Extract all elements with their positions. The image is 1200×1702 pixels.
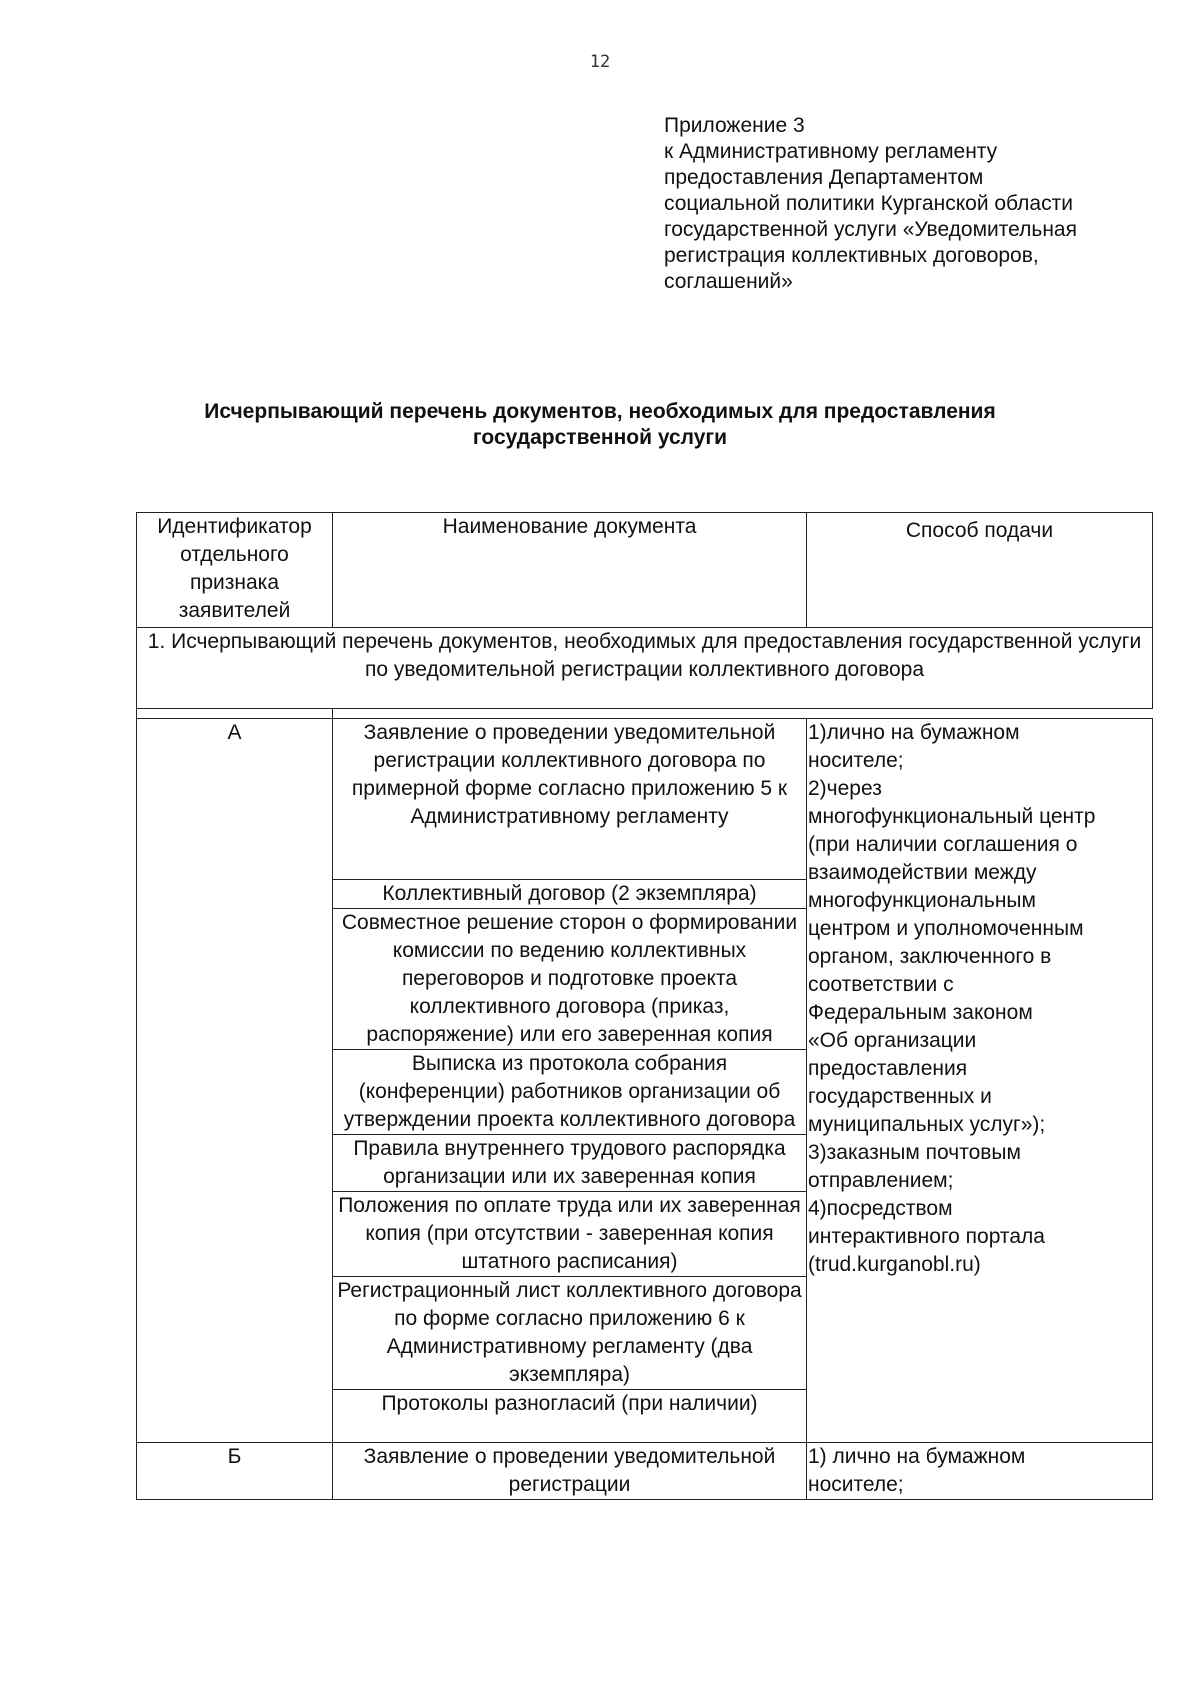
submission-method-b (807, 1443, 1153, 1500)
method-line: (trud.kurganobl.ru) (808, 1253, 981, 1276)
appendix-line: социальной политики Курганской области (664, 192, 1073, 215)
document-cell: Протоколы разногласий (при наличии) (333, 1390, 807, 1443)
table-row (137, 1443, 1153, 1500)
method-line: носителе; (808, 1473, 904, 1496)
appendix-line: регистрация коллективных договоров, (664, 244, 1039, 267)
documents-table (136, 512, 1153, 1500)
method-line: (при наличии соглашения о (808, 833, 1078, 856)
method-line: многофункциональным (808, 889, 1036, 912)
spacer-row (137, 709, 1153, 719)
method-line: 1) лично на бумажном (808, 1445, 1026, 1468)
method-line: органом, заключенного в (808, 945, 1052, 968)
document-cell: Заявление о проведении уведомительной регистрации (333, 1443, 807, 1500)
method-line: 2)через (808, 777, 882, 800)
header-submission-method: Способ подачи (807, 513, 1153, 628)
document-title-line: Исчерпывающий перечень документов, необходимых для предоставления (204, 400, 996, 423)
method-line: взаимодействии между (808, 861, 1037, 884)
submission-method-a (807, 719, 1153, 1443)
document-title-line: государственной услуги (472, 426, 728, 449)
appendix-line: государственной услуги «Уведомительная (664, 218, 1077, 241)
table-header-row (137, 513, 1153, 628)
header-document-name: Наименование документа (333, 513, 807, 628)
document-cell: Выписка из протокола собрания (конференции) работников организации об утверждении проекта коллективного договора (333, 1050, 807, 1135)
method-line: отправлением; (808, 1169, 954, 1192)
appendix-line: Приложение 3 (664, 114, 805, 137)
document-cell: Регистрационный лист коллективного договора по форме согласно приложению 6 к Административному регламенту (два экземпляра) (333, 1277, 807, 1390)
method-line: «Об организации (808, 1029, 977, 1052)
document-cell: Совместное решение сторон о формировании комиссии по ведению коллективных переговоров и подготовке проекта коллективного договора (приказ, распоряжение) или его заверенная копия (333, 909, 807, 1050)
appendix-line: к Административному регламенту (664, 140, 998, 163)
document-cell: Коллективный договор (2 экземпляра) (333, 880, 807, 909)
document-cell: Заявление о проведении уведомительной регистрации коллективного договора по примерной форме согласно приложению 5 к Административному регламенту (333, 719, 807, 880)
section-row (137, 628, 1153, 709)
header-applicant-id: Идентификатор отдельного признака заявителей (137, 513, 333, 628)
page-number: 12 (589, 52, 611, 72)
method-line: государственных и (808, 1085, 992, 1108)
appendix-line: предоставления Департаментом (664, 166, 984, 189)
applicant-group-b: Б (137, 1443, 333, 1500)
method-line: 4)посредством (808, 1197, 953, 1220)
method-line: муниципальных услуг»); (808, 1113, 1046, 1136)
document-cell: Положения по оплате труда или их заверенная копия (при отсутствии - заверенная копия штатного расписания) (333, 1192, 807, 1277)
appendix-heading (664, 113, 1184, 295)
method-line: носителе; (808, 749, 904, 772)
method-line: интерактивного портала (808, 1225, 1045, 1248)
applicant-group-a: А (137, 719, 333, 1443)
method-line: центром и уполномоченным (808, 917, 1084, 940)
method-line: предоставления (808, 1057, 968, 1080)
method-line: 3)заказным почтовым (808, 1141, 1021, 1164)
appendix-line: соглашений» (664, 270, 793, 293)
method-line: Федеральным законом (808, 1001, 1033, 1024)
method-line: 1)лично на бумажном (808, 721, 1020, 744)
method-line: соответствии с (808, 973, 954, 996)
section-title: 1. Исчерпывающий перечень документов, необходимых для предоставления государственной услуги по уведомительной регистрации коллективного договора (137, 628, 1153, 709)
method-line: многофункциональный центр (808, 805, 1096, 828)
document-title (150, 399, 1050, 451)
document-cell: Правила внутреннего трудового распорядка организации или их заверенная копия (333, 1135, 807, 1192)
table-row (137, 719, 1153, 880)
